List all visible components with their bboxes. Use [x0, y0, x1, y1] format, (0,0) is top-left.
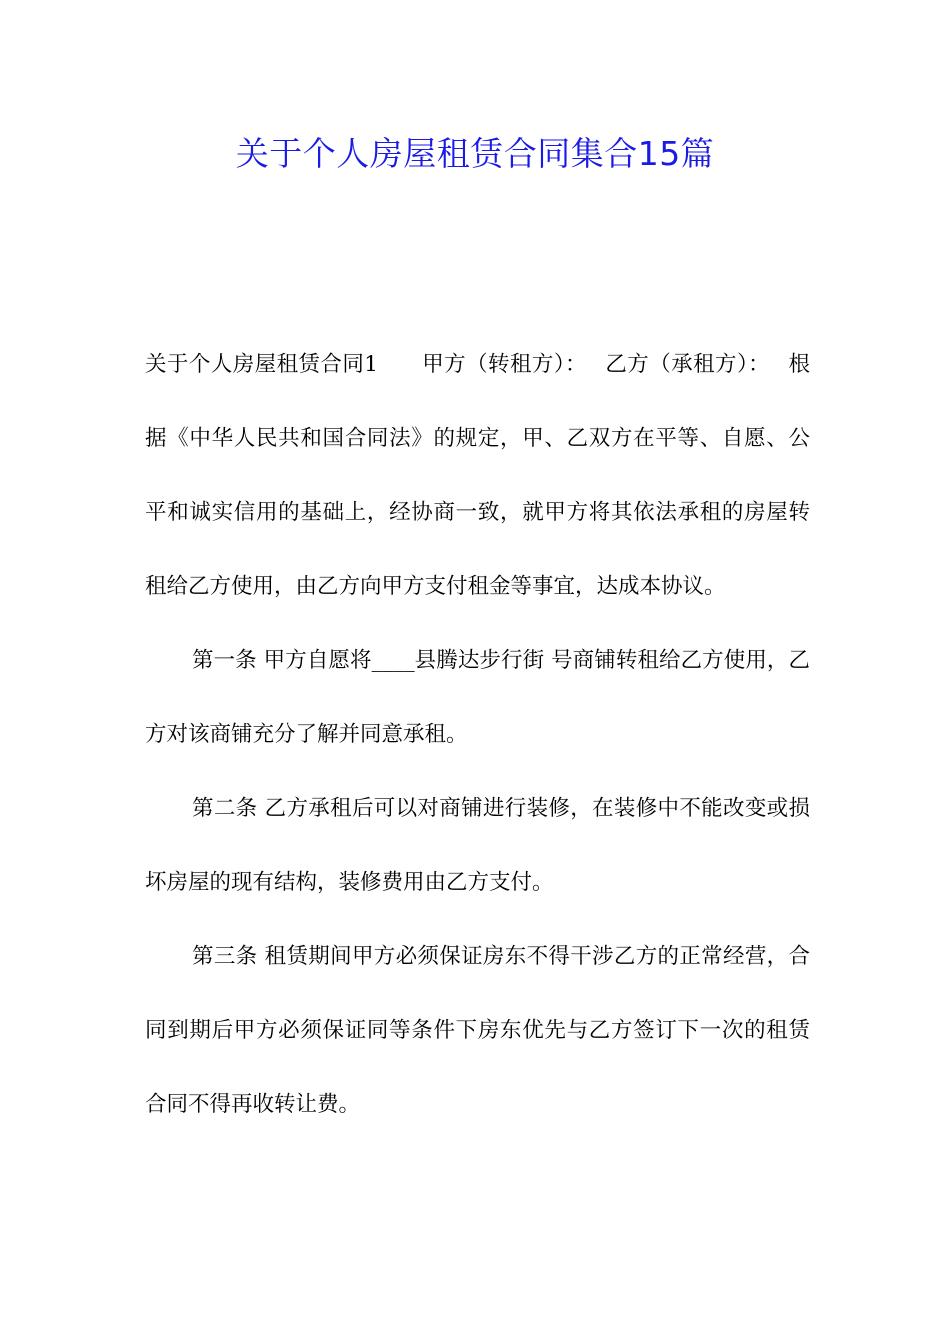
paragraph-article-1: 第一条 甲方自愿将____县腾达步行街 号商铺转租给乙方使用，乙方对该商铺充分了解并同意承租。: [145, 648, 810, 747]
document-title: 关于个人房屋租赁合同集合15篇: [235, 134, 715, 173]
paragraph-article-3: 第三条 租赁期间甲方必须保证房东不得干涉乙方的正常经营，合同到期后甲方必须保证同等条件下房东优先与乙方签订下一次的租赁合同不得再收转让费。: [145, 944, 810, 1117]
paragraph-article-2: 第二条 乙方承租后可以对商铺进行装修，在装修中不能改变或损坏房屋的现有结构，装修费用由乙方支付。: [145, 796, 810, 895]
paragraph-intro: 关于个人房屋租赁合同1 甲方（转租方）： 乙方（承租方）： 根据《中华人民共和国合同法》的规定，甲、乙双方在平等、自愿、公平和诚实信用的基础上，经协商一致，就甲方将其依法承租的房屋转租给乙方使用，由乙方向甲方支付租金等事宜，达成本协议。: [145, 352, 810, 599]
document-body: [145, 328, 810, 1142]
